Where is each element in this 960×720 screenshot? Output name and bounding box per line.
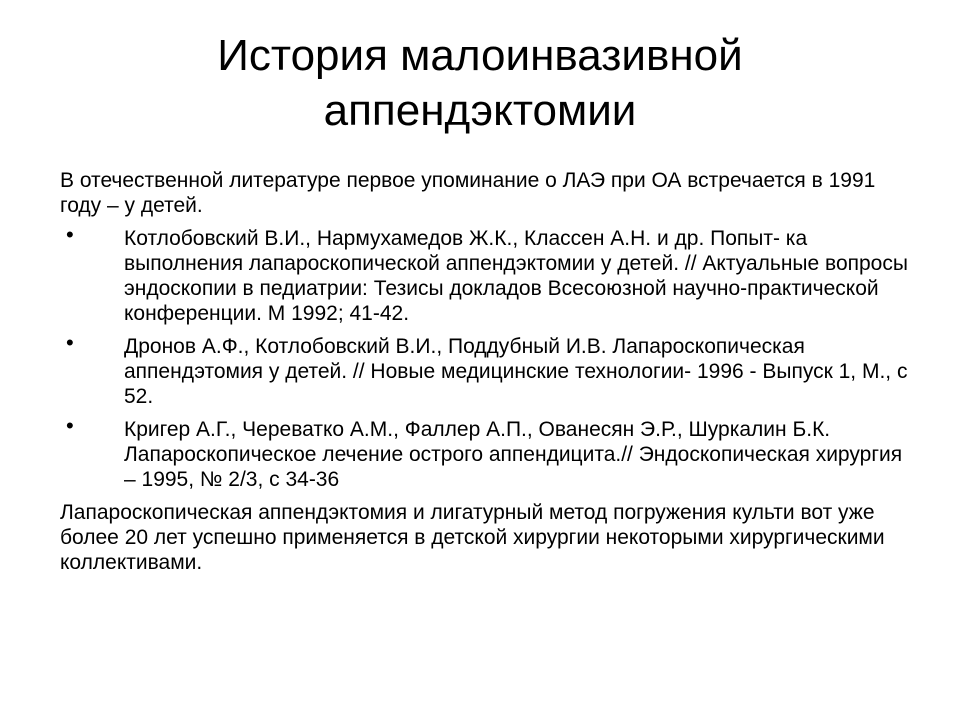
reference-text: Котлобовский В.И., Нармухамедов Ж.К., Классен А.Н. и др. Попыт- ка выполнения лапароскопической аппендэктомии у детей. // Актуальные вопросы эндоскопии в педиатрии: Тезисы докладов Всесоюзной научно-практической конференции. М 1992; 41-42. xyxy=(124,227,908,325)
bullet-icon: • xyxy=(66,413,74,438)
slide-title-line-1: История малоинвазивной xyxy=(217,31,743,80)
reference-item xyxy=(60,330,910,409)
reference-text: Кригер А.Г., Череватко А.М., Фаллер А.П., Ованесян Э.Р., Шуркалин Б.К. Лапароскопическое лечение острого аппендицита.// Эндоскопическая хирургия – 1995, № 2/3, с 34-36 xyxy=(124,418,903,491)
slide-title xyxy=(60,28,900,138)
reference-text: Дронов А.Ф., Котлобовский В.И., Поддубный И.В. Лапароскопическая аппендэтомия у детей. // Новые медицинские технологии- 1996 - Выпуск 1, М., с 52. xyxy=(124,335,908,408)
conclusion-paragraph: Лапароскопическая аппендэктомия и лигатурный метод погружения культи вот уже более 20 лет успешно применяется в детской хирургии некоторыми хирургическими коллективами. xyxy=(60,501,885,574)
bullet-icon: • xyxy=(66,330,74,355)
slide-body xyxy=(60,168,910,583)
intro-paragraph: В отечественной литературе первое упоминание о ЛАЭ при ОА встречается в 1991 году – у детей. xyxy=(60,169,876,217)
slide-title-line-2: аппендэктомии xyxy=(323,86,637,135)
reference-item xyxy=(60,222,910,326)
reference-list xyxy=(60,222,910,492)
bullet-icon: • xyxy=(66,222,74,247)
reference-item xyxy=(60,413,910,492)
